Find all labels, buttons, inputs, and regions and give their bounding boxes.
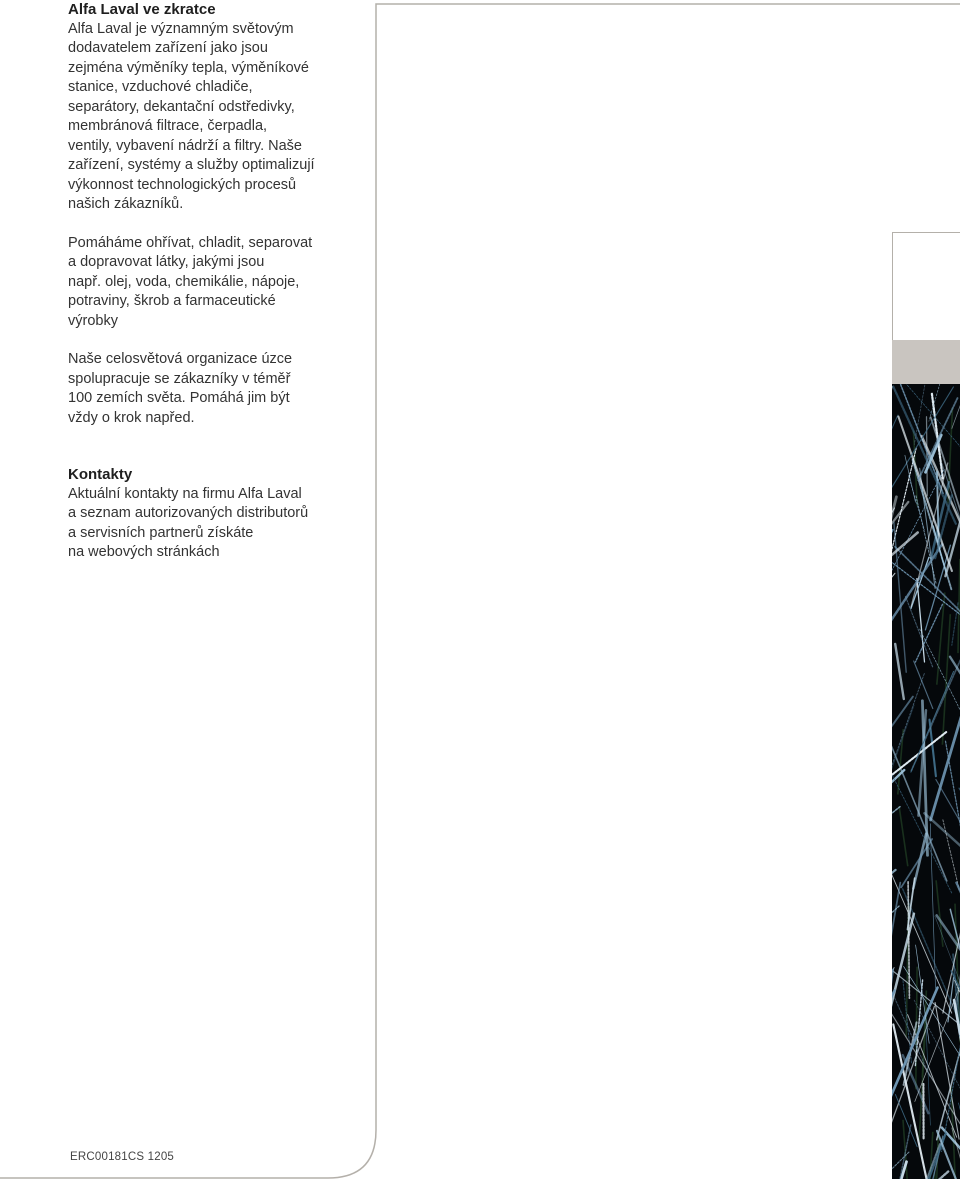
about-paragraph-2: Pomáháme ohřívat, chladit, separovat a dopravovat látky, jakými jsou např. olej, voda, chemikálie, nápoje, potraviny, škrob a farmaceutické výrobky — [68, 234, 313, 329]
frost-grass-image — [892, 384, 960, 1179]
contacts-heading: Kontakty — [68, 466, 133, 483]
frost-blade — [892, 1006, 935, 1171]
frost-blade — [911, 672, 954, 773]
frost-blade — [892, 1162, 907, 1179]
text-column — [68, 0, 368, 563]
photo-frame-top — [892, 232, 960, 340]
green-grass-blade — [942, 614, 950, 745]
frost-blade — [908, 882, 909, 998]
frost-blade — [892, 807, 900, 859]
about-paragraph-3: Naše celosvětová organizace úzce spolupracuje se zákazníky v téměř 100 zemích světa. Pomáhá jim být vždy o krok napřed. — [68, 351, 293, 426]
frost-blade — [892, 557, 960, 659]
green-grass-blade — [899, 806, 908, 866]
photo-gray-band — [892, 340, 960, 384]
frost-blade — [924, 813, 960, 903]
about-heading: Alfa Laval ve zkratce — [68, 1, 216, 18]
frost-blade — [898, 417, 952, 571]
frost-blade — [895, 644, 904, 699]
about-paragraph-1: Alfa Laval je významným světovým dodavatelem zařízení jako jsou zejména výměníky tepla, výměníkové stanice, vzduchové chladiče, separátory, dekantační odstředivky, membránová filtrace, čerpadla, ventily, vybavení nádrží a filtry. Naše zařízení, systémy a služby optimalizují výkonnost technologických procesů našich zákazníků. — [68, 20, 315, 212]
document-code: ERC00181CS 1205 — [70, 1151, 175, 1163]
frost-grass-photo — [892, 384, 960, 1179]
green-grass-blade — [936, 880, 943, 947]
frost-blade — [927, 417, 928, 496]
contacts-paragraph: Aktuální kontakty na firmu Alfa Laval a seznam autorizovaných distributorů a servisních partnerů získáte na webových stránkách — [68, 485, 309, 560]
frost-blade — [916, 945, 930, 1043]
